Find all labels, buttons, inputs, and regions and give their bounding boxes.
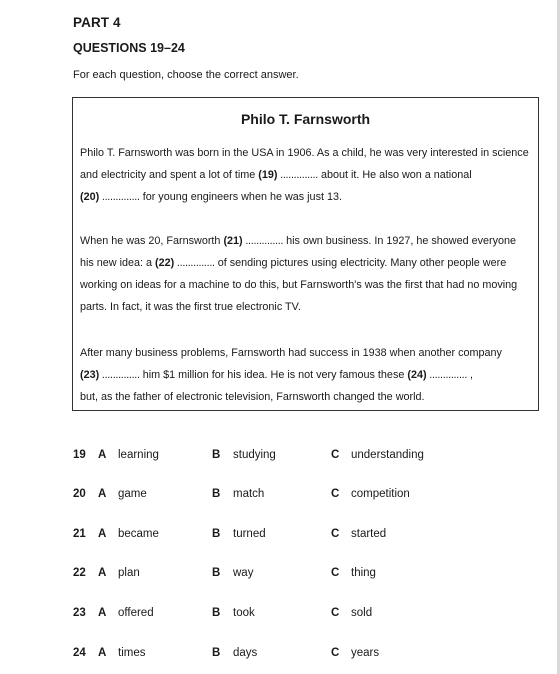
option-letter-a: A: [98, 449, 107, 461]
option-c[interactable]: sold: [351, 607, 373, 619]
question-row-22: [0, 567, 560, 587]
option-c[interactable]: started: [351, 528, 387, 540]
gap-number-22: (22): [155, 257, 175, 269]
text: but, as the father of electronic television, Farnsworth changed the world.: [80, 391, 425, 403]
option-a[interactable]: offered: [118, 607, 154, 619]
text: about it. He also won a national: [317, 169, 472, 181]
option-letter-b: B: [212, 567, 221, 579]
gap-22: ..............: [174, 257, 215, 269]
text: him $1 million for his idea. He is not very famous these: [139, 369, 408, 381]
option-b[interactable]: turned: [233, 528, 266, 540]
option-letter-a: A: [98, 647, 107, 659]
option-letter-b: B: [212, 647, 221, 659]
question-number: 19: [73, 449, 86, 461]
option-letter-c: C: [331, 528, 340, 540]
option-b[interactable]: days: [233, 647, 258, 659]
passage-title: Philo T. Farnsworth: [240, 111, 371, 127]
paragraph-3: [80, 342, 535, 408]
paragraph-2: [80, 230, 535, 318]
option-letter-c: C: [331, 607, 340, 619]
question-row-20: [0, 488, 560, 508]
question-row-24: [0, 647, 560, 667]
gap-23: ..............: [99, 369, 140, 381]
question-number: 24: [73, 647, 86, 659]
question-row-19: [0, 449, 560, 469]
paragraph-line: [80, 386, 535, 408]
questions-heading: QUESTIONS 19–24: [73, 41, 185, 55]
gap-21: ..............: [242, 235, 284, 247]
option-letter-c: C: [331, 449, 340, 461]
option-letter-c: C: [331, 567, 340, 579]
option-letter-b: B: [212, 488, 221, 500]
part-heading: PART 4: [73, 15, 121, 30]
text: parts. In fact, it was the first true electronic TV.: [80, 301, 301, 313]
gap-number-19: (19): [258, 169, 278, 181]
gap-number-20: (20): [80, 191, 100, 203]
option-a[interactable]: learning: [118, 449, 159, 461]
option-letter-c: C: [331, 488, 340, 500]
paragraph-1: [80, 142, 535, 208]
paragraph-line: [80, 252, 535, 274]
paragraph-line: [80, 186, 535, 208]
option-letter-a: A: [98, 567, 107, 579]
option-c[interactable]: understanding: [351, 449, 424, 461]
option-letter-b: B: [212, 607, 221, 619]
paragraph-line: [80, 364, 535, 386]
question-number: 23: [73, 607, 86, 619]
option-b[interactable]: studying: [233, 449, 276, 461]
instruction-text: For each question, choose the correct answer.: [73, 69, 299, 81]
option-c[interactable]: competition: [351, 488, 410, 500]
gap-number-24: (24): [407, 369, 427, 381]
question-row-21: [0, 528, 560, 548]
gap-19: ..............: [277, 169, 318, 181]
question-number: 20: [73, 488, 86, 500]
option-letter-a: A: [98, 528, 107, 540]
option-b[interactable]: way: [233, 567, 254, 579]
paragraph-line: [80, 274, 535, 296]
paragraph-line: [80, 164, 535, 186]
text: his new idea: a: [80, 257, 156, 269]
option-b[interactable]: took: [233, 607, 255, 619]
option-letter-b: B: [212, 449, 221, 461]
gap-20: ..............: [99, 191, 140, 203]
text: ,: [467, 369, 474, 381]
text: his own business. In 1927, he showed everyone: [283, 235, 517, 247]
option-c[interactable]: thing: [351, 567, 376, 579]
paragraph-line: [80, 230, 535, 252]
option-a[interactable]: game: [118, 488, 147, 500]
text: working on ideas for a machine to do this, but Farnsworth's was the first that had no moving: [80, 279, 518, 291]
option-a[interactable]: times: [118, 647, 146, 659]
text: for young engineers when he was just 13.: [139, 191, 342, 203]
text: of sending pictures using electricity. Many other people were: [214, 257, 507, 269]
gap-24: ..............: [426, 369, 468, 381]
option-letter-a: A: [98, 488, 107, 500]
option-letter-b: B: [212, 528, 221, 540]
passage-box: [72, 97, 539, 411]
option-letter-a: A: [98, 607, 107, 619]
text: Philo T. Farnsworth was born in the USA in 1906. As a child, he was very interested in science: [80, 147, 529, 159]
text: and electricity and spent a lot of time: [80, 169, 259, 181]
paragraph-line: [80, 142, 535, 164]
text: After many business problems, Farnsworth had success in 1938 when another company: [80, 347, 502, 359]
question-row-23: [0, 607, 560, 627]
text: When he was 20, Farnsworth: [80, 235, 224, 247]
option-a[interactable]: became: [118, 528, 159, 540]
option-letter-c: C: [331, 647, 340, 659]
question-number: 22: [73, 567, 86, 579]
option-b[interactable]: match: [233, 488, 265, 500]
paragraph-line: [80, 296, 535, 318]
paragraph-line: [80, 342, 535, 364]
option-c[interactable]: years: [351, 647, 380, 659]
question-number: 21: [73, 528, 86, 540]
gap-number-23: (23): [80, 369, 100, 381]
option-a[interactable]: plan: [118, 567, 140, 579]
gap-number-21: (21): [223, 235, 243, 247]
